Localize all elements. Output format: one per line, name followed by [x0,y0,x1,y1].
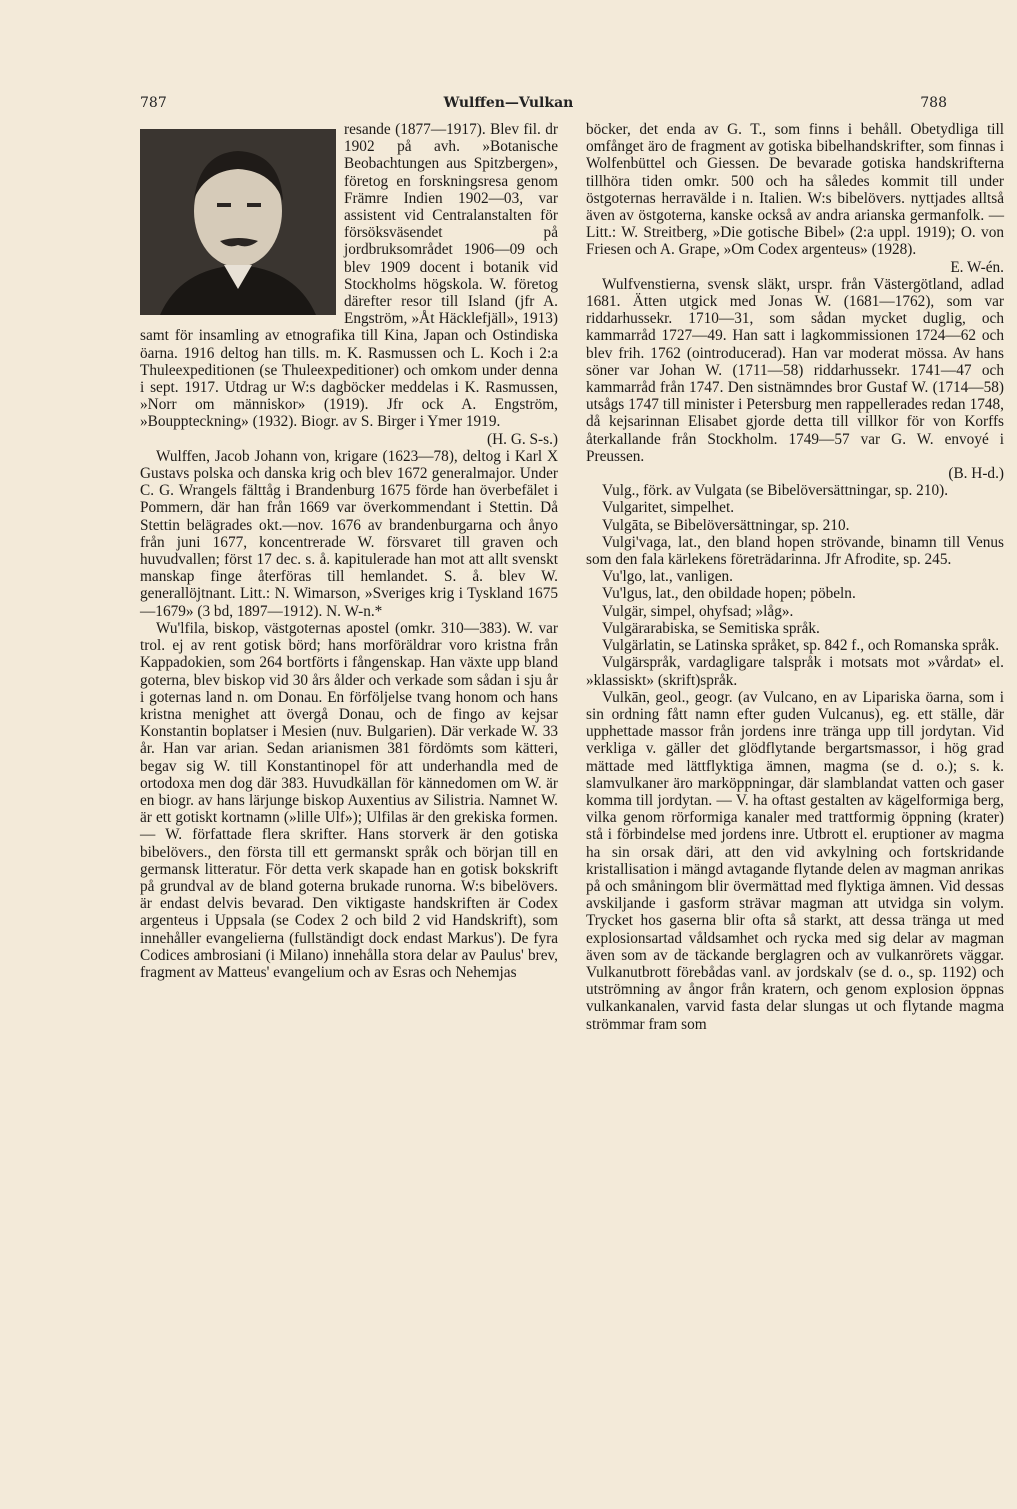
entry-text: Vulgärlatin, se Latinska språket, sp. 842 f., och Romanska språk. [602,637,1000,655]
portrait-photo [140,129,336,315]
entry-vulgo [586,568,1004,585]
entry-vulg [586,482,1004,499]
entry-signature: (B. H-d.) [948,465,1004,483]
page-header-title: Wulffen—Vulkan [443,95,574,111]
entry-vulgar [586,603,1004,620]
entry-text: Wulfvenstierna, svensk släkt, urspr. från Västergötland, adlad 1681. Ätten utgick med Jonas W. (1681—1762), som var riddarhussekr. 1710—31, som sådan mycket duglig, och kammarråd 1727—49. Han satt i lagkommissionen 1724—62 och blev frih. 1762 (ointroducerad). Han var moderat mössa. Av hans söner var Johan W. (1711—58) riddarhussekr. 1741—47 och kammarråd från 1747. Den sistnämndes bror Gustaf W. (1714—58) utsågs 1747 till minister i Petersburg men rappellerades redan 1748, då kejsarinnan Elisabet gjorde detta till villkor för von Korffs återkallande från Stockholm. 1749—57 var G. W. envoyé i Preussen. [586,275,1004,465]
entry-signature: (H. G. S-s.) [487,430,558,448]
entry-text: Wulffen, Jacob Johann von, krigare (1623—78), deltog i Karl X Gustavs polska och danska krig och blev 1672 generalmajor. Under C. G. Wrangels fälttåg i Brandenburg 1675 förde han överbefälet i Pommern, där han från 1669 var överkommendant i Stettin. Då Stettin belägrades okt.—nov. 1676 av brandenburgarna och ånyo från juni 1677, koncentrerade W. försvaret till graven och huvudvallen; först 17 dec. s. å. kapitulerade han mot att allt svenskt manskap finge återföras till hemlandet. S. å. blev W. generallöjtnant. Litt.: N. Wimarson, »Sveriges krig i Tyskland 1675—1679» (3 bd, 1897—1912). N. W-n.* [140,447,558,620]
entry-vulgaritet [586,499,1004,516]
entry-text: Wu'lfila, biskop, västgoternas apostel (omkr. 310—383). W. var trol. ej av rent gotisk börd; hans morföräldrar voro kristna från Kappadokien, som 264 bortförts i fångenskap. Han växte upp bland goterna, blev biskop vid 30 års ålder och verkade som sådan i sju år i goternas land n. om Donau. En förföljelse tvang honom och hans kristna menighet att övergå Donau, och de fingo av kejsar Konstantin boplatser i Mesien (nuv. Bulgarien). Där verkade W. 33 år. Han var arian. Sedan arianismen 381 fördömts som kätteri, begav sig W. till Konstantinopel för att underhandla med de ortodoxa men dog där 383. Huvudkällan för kännedomen om W. är en biogr. av hans lärjunge biskop Auxentius av Silistria. Namnet W. är ett gotiskt kortnamn (»lille Ulf»); Ulfilas är den grekiska formen. — W. författade flera skrifter. Hans storverk är den gotiska bibelövers., den första till ett germanskt språk och början till en germansk litteratur. För detta verk skapade han en gotisk bokskrift på grundval av de bland goterna brukade runorna. W:s bibelövers. är endast delvis bevarad. Den viktigaste handskriften är Codex argenteus i Uppsala (se Codex 2 och bild 2 vid Handskrift), som innehåller evangelierna (fullständigt dock endast Markus'). De fyra Codices ambrosiani (i Milano) innehålla stora delar av Paulus' brev, fragment av Matteus' evangelium och av Esras och Nehemjas [140,619,558,981]
entry-continued [586,121,1004,276]
entry-text: böcker, det enda av G. T., som finns i behåll. Obetydliga till omfånget äro de fragment av gotiska bibelhandskrifter, som finnas i Wolfenbüttel och Giessen. De bevarade gotiska handskrifterna tillhöra tiden omkr. 500 och ha således kommit till under östgoternas herravälde i n. Italien. W:s bibelövers. nyttjades alltså även av östgoterna, kanske också av andra arianska germanfolk. — Litt.: W. Streitberg, »Die gotische Bibel» (2:a uppl. 1919); O. von Friesen och A. Grape, »Om Codex argenteus» (1928). [586,121,1004,259]
entry-vulgarlatin [586,637,1004,654]
right-column [586,121,1004,1033]
entry-text: Vulg., förk. av Vulgata (se Bibelöversättningar, sp. 210). [602,482,949,500]
entry-text: Vulgärarabiska, se Semitiska språk. [602,619,820,637]
entry-text: Vu'lgo, lat., vanligen. [602,568,733,586]
entry-text: Vulgāta, se Bibelöversättningar, sp. 210. [602,516,850,534]
entry-vulgarsprak [586,654,1004,688]
entry-vulgivaga [586,534,1004,568]
entry-vulgata [586,517,1004,534]
entry-text: Vulgärspråk, vardagligare talspråk i motsats mot »vårdat» el. »klassiskt» (skrift)språk. [586,654,1004,689]
entry-text: Vulgi'vaga, lat., den bland hopen strövande, binamn till Venus som den fala kärlekens företrädarinna. Jfr Afrodite, sp. 245. [586,533,1004,569]
entry-text: Vulgaritet, simpelhet. [602,499,735,517]
portrait-image [140,129,336,315]
entry-text: Vulgär, simpel, ohyfsad; »låg». [602,602,794,620]
left-column [140,121,558,981]
left-page-number: 787 [140,95,167,111]
entry-text: resande (1877—1917). Blev fil. dr 1902 på avh. »Botanische Beobachtungen aus Spitzbergen», företog en forskningsresa genom Främre Indien 1902—03, var assistent vid Centralanstalten för försöksväsendet på jordbruksområdet 1906—09 och blev 1909 docent i botanik vid Stockholms högskola. W. företog därefter resor till Island (jfr A. Engström, »Åt Häcklefjäll», 1913) samt för insamling av etnografika till Kina, Japan och Ostindiska öarna. 1916 deltog han tills. m. K. Rasmussen och L. Koch i 2:a Thuleexpeditionen (se Thuleexpeditioner) och omkom under denna i sept. 1917. Utdrag ur W:s dagböcker meddelas i K. Rasmussen, »Norr om människor» (1919). Jfr ock A. Engström, »Bouppteckning» (1932). Biogr. av S. Birger i Ymer 1919. [140,121,558,431]
entry-vulgararabiska [586,620,1004,637]
entry-wulfila [140,620,558,981]
entry-text: Vulkān, geol., geogr. (av Vulcano, en av Lipariska öarna, som i sin ordning fått namn efter guden Vulcanus), eg. ett ställe, där upphettade massor från jordens inre tränga upp till jordytan. Vid verkliga v. gäller det glödflytande bergartsmassor, i hög grad mättade med lättflyktiga ämnen, magma (se d. o.); s. k. slamvulkaner äro marköppningar, där slamblandat vatten och gaser komma till jordytan. — V. ha oftast gestalten av kägelformiga berg, vilka genom rörformiga kanaler med trattformig öppning (krater) stå i förbindelse med jordens inre. Utbrott el. eruptioner av magma ha sin orsak däri, att den vid avkylning och fortskridande kristallisation i mängd avtagande flytande delen av magman anrikas på och småningom blir övermättad med flyktiga ämnen. Vid dessas avskiljande i gasform strävar magman att utvidga sin volym. Trycket hos gaserna blir ofta så starkt, att dessa tränga ut med explosionsartad våldsamhet och rycka med sig delar av magman även som av de täckande berglagren och av vulkanrörets väggar. Vulkanutbrott förebådas vanl. av jordskalv (se d. o., sp. 1192) och utströmning av ångor från kratern, och genom explosion öppnas vulkankanalen, varvid fasta delar slungas ut och flytande magma strömmar fram som [586,688,1004,1033]
entry-vulkan [586,689,1004,1033]
entry-wulfvenstierna [586,276,1004,482]
entry-wulffen-jacob [140,448,558,620]
entry-vulgus [586,585,1004,602]
entry-text: Vu'lgus, lat., den obildade hopen; pöbeln. [602,585,856,603]
entry-signature: E. W-én. [950,258,1004,276]
right-page-number: 788 [920,95,947,111]
